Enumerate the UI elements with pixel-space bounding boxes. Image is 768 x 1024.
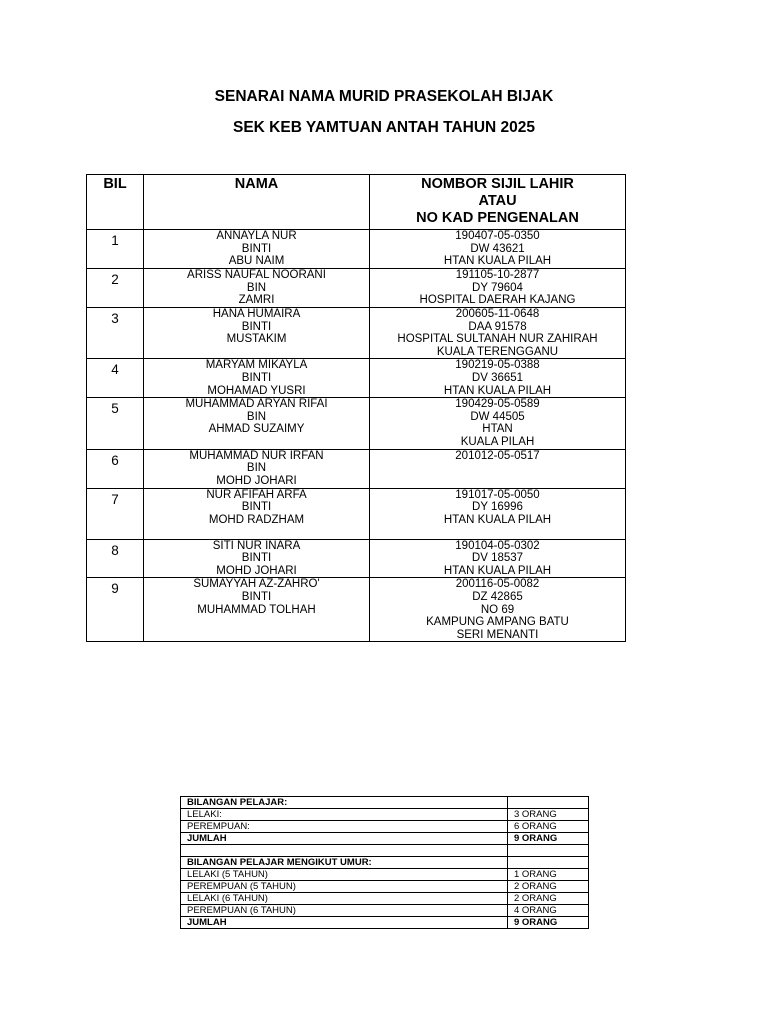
summary-value: 9 ORANG [508,833,589,845]
student-name-cell [144,488,370,539]
summary-label: BILANGAN PELAJAR: [181,797,508,809]
registration-number-cell [370,398,626,449]
table-row [87,308,626,359]
summary-label: LELAKI (5 TAHUN) [181,869,508,881]
registration-number-cell [370,488,626,539]
document-title: SENARAI NAMA MURID PRASEKOLAH BIJAK [214,88,554,105]
student-name-line: BINTI [241,320,272,333]
registration-line: HTAN [482,423,513,436]
row-number: 3 [87,308,144,359]
student-name-line: BIN [246,462,267,475]
summary-row [181,797,589,809]
table-header-row [87,175,626,230]
registration-line: HOSPITAL SULTANAH NUR ZAHIRAH [397,333,598,346]
registration-line: 190104-05-0302 [455,539,540,552]
summary-value [508,797,589,809]
student-name-line: MUHAMMAD TOLHAH [197,603,316,616]
registration-line: DW 43621 [470,242,525,255]
summary-row [181,833,589,845]
registration-line: DY 79604 [472,281,523,294]
table-row [87,539,626,578]
student-name-cell [144,539,370,578]
row-number: 9 [87,578,144,642]
row-number: 4 [87,359,144,398]
summary-value: 1 ORANG [508,869,589,881]
summary-row [181,809,589,821]
student-name-line: MUSTAKIM [226,333,287,346]
header-nama: NAMA [144,175,370,230]
student-name-line: ARISS NAUFAL NOORANI [187,269,326,281]
registration-line: HTAN KUALA PILAH [443,513,552,526]
registration-line: DV 18537 [471,552,524,565]
header-nombor-line: ATAU [478,193,517,209]
summary-value [508,845,589,857]
summary-label: PEREMPUAN (5 TAHUN) [181,881,508,893]
registration-line: DZ 42865 [472,590,523,603]
student-name-line: BINTI [241,552,272,565]
table-row [87,578,626,642]
registration-line: NO 69 [480,603,515,616]
summary-row [181,905,589,917]
header-nombor [370,175,626,230]
student-table [86,174,626,642]
summary-row [181,821,589,833]
student-name-cell [144,359,370,398]
registration-line: HTAN KUALA PILAH [443,564,552,577]
student-name-line: NUR AFIFAH ARFA [206,488,307,501]
summary-table [180,796,589,929]
registration-line: 190429-05-0589 [455,398,540,411]
student-name-cell [144,578,370,642]
student-name-line: MOHD JOHARI [216,474,297,487]
row-number: 5 [87,398,144,449]
header-nombor-line: NOMBOR SIJIL LAHIR [421,176,574,192]
student-name-line: HANA HUMAIRA [212,308,301,320]
summary-value: 2 ORANG [508,893,589,905]
registration-line: DY 16996 [472,501,523,514]
table-row [87,359,626,398]
summary-label: PEREMPUAN (6 TAHUN) [181,905,508,917]
header-nombor-line: NO KAD PENGENALAN [416,210,579,226]
registration-line: KUALA TERENGGANU [436,345,559,358]
summary-value: 9 ORANG [508,917,589,929]
summary-label: LELAKI (6 TAHUN) [181,893,508,905]
summary-row [181,881,589,893]
table-row [87,398,626,449]
registration-line: DAA 91578 [468,320,527,333]
summary-rows [181,797,589,929]
student-name-line: MUHAMMAD ARYAN RIFAI [185,398,328,411]
registration-number-cell [370,578,626,642]
registration-line: 190407-05-0350 [455,230,540,242]
summary-value: 4 ORANG [508,905,589,917]
student-name-cell [144,398,370,449]
registration-line: 191017-05-0050 [455,488,540,501]
summary-row [181,857,589,869]
student-name-line: BINTI [241,590,272,603]
student-name-line: AHMAD SUZAIMY [208,423,305,436]
registration-line: DW 44505 [470,410,525,423]
summary-label: JUMLAH [181,833,508,845]
row-number: 8 [87,539,144,578]
student-name-line: BINTI [241,501,272,514]
student-name-line: MOHD JOHARI [216,564,297,577]
registration-line: 201012-05-0517 [455,449,540,462]
row-number: 2 [87,269,144,308]
registration-line: 190219-05-0388 [455,359,540,372]
summary-value: 6 ORANG [508,821,589,833]
summary-label: BILANGAN PELAJAR MENGIKUT UMUR: [181,857,508,869]
student-name-line: ABU NAIM [228,255,285,268]
table-row [87,230,626,269]
registration-line: SERI MENANTI [456,628,539,641]
student-rows [87,230,626,642]
summary-row [181,869,589,881]
registration-line: KAMPUNG AMPANG BATU [426,616,569,629]
registration-line: KUALA PILAH [460,435,535,448]
summary-value: 3 ORANG [508,809,589,821]
registration-number-cell [370,308,626,359]
row-number: 1 [87,230,144,269]
student-name-line: MARYAM MIKAYLA [205,359,308,372]
registration-number-cell [370,269,626,308]
row-number: 6 [87,449,144,488]
summary-label: JUMLAH [181,917,508,929]
summary-label: LELAKI: [181,809,508,821]
table-row [87,449,626,488]
student-name-cell [144,308,370,359]
student-name-cell [144,449,370,488]
registration-line: HTAN KUALA PILAH [443,384,552,397]
registration-number-cell [370,539,626,578]
summary-label [181,845,508,857]
header-bil: BIL [87,175,144,230]
summary-row [181,845,589,857]
registration-number-cell [370,359,626,398]
student-name-line: MOHD RADZHAM [208,513,305,526]
summary-label: PEREMPUAN: [181,821,508,833]
row-number: 7 [87,488,144,539]
student-name-line: BIN [246,410,267,423]
registration-line: DV 36651 [471,371,524,384]
student-name-cell [144,230,370,269]
table-row [87,488,626,539]
student-name-line: SUMAYYAH AZ-ZAHRO' [193,578,320,591]
student-name-line: SITI NUR INARA [212,539,301,552]
student-name-line: BINTI [241,242,272,255]
registration-number-cell [370,230,626,269]
registration-line: 200605-11-0648 [455,308,540,320]
student-name-line: ANNAYLA NUR [216,230,297,242]
student-name-line: ZAMRI [238,294,275,307]
summary-row [181,917,589,929]
summary-value: 2 ORANG [508,881,589,893]
summary-value [508,857,589,869]
registration-line: 200116-05-0082 [455,578,540,591]
registration-number-cell [370,449,626,488]
student-name-cell [144,269,370,308]
registration-line: HTAN KUALA PILAH [443,255,552,268]
summary-row [181,893,589,905]
document-subtitle: SEK KEB YAMTUAN ANTAH TAHUN 2025 [232,119,535,136]
registration-line: 191105-10-2877 [455,269,540,281]
student-name-line: BIN [246,281,267,294]
student-name-line: MUHAMMAD NUR IRFAN [189,449,324,462]
registration-line: HOSPITAL DAERAH KAJANG [419,294,576,307]
table-row [87,269,626,308]
student-name-line: MOHAMAD YUSRI [207,384,306,397]
student-name-line: BINTI [241,371,272,384]
